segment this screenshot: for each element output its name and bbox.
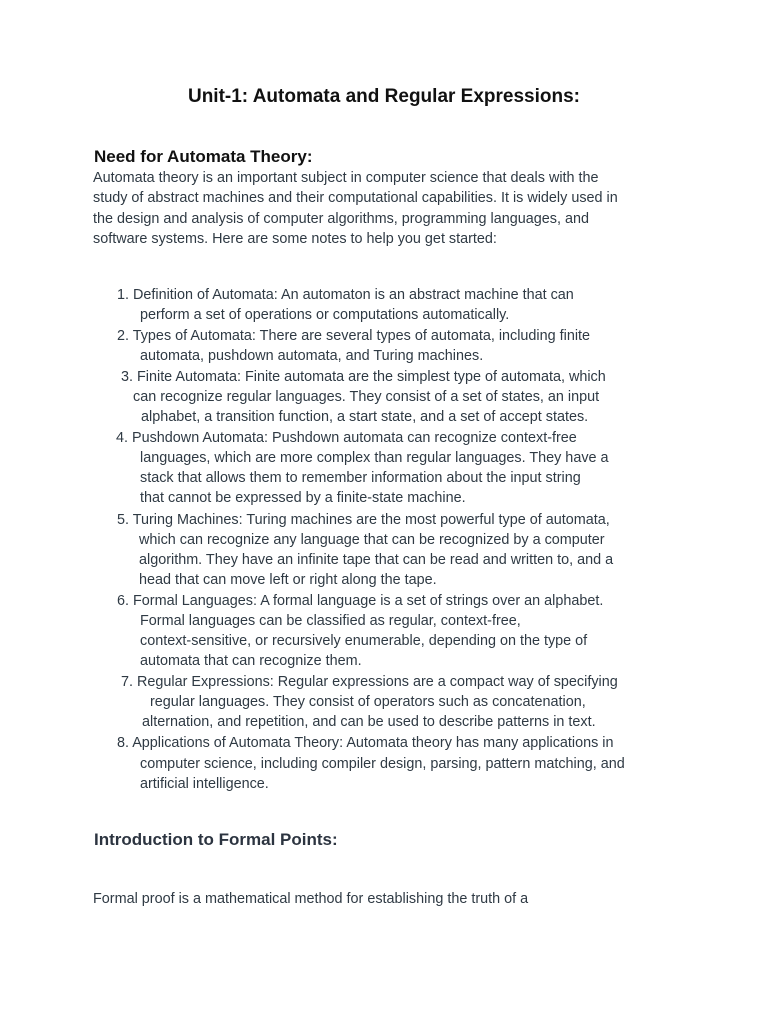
list-item-line: which can recognize any language that can be recognized by a computer xyxy=(139,532,605,548)
list-item-line: 1. Definition of Automata: An automaton is an abstract machine that can xyxy=(117,287,574,303)
list-item-line: 7. Regular Expressions: Regular expressions are a compact way of specifying xyxy=(121,674,618,690)
list-item-line: context-sensitive, or recursively enumerable, depending on the type of xyxy=(140,633,588,649)
list-item-line: alphabet, a transition function, a start state, and a set of accept states. xyxy=(141,409,589,425)
list-item-line: 5. Turing Machines: Turing machines are the most powerful type of automata, xyxy=(117,512,610,528)
paragraph-line: study of abstract machines and their computational capabilities. It is widely used in xyxy=(93,190,618,207)
list-item-line: that cannot be expressed by a finite-state machine. xyxy=(140,490,466,506)
list-item-line: stack that allows them to remember information about the input string xyxy=(140,470,581,486)
paragraph-line: Automata theory is an important subject in computer science that deals with the xyxy=(93,170,599,186)
paragraph-line: the design and analysis of computer algorithms, programming languages, and xyxy=(93,210,589,227)
list-item-line: Formal languages can be classified as regular, context-free, xyxy=(140,613,521,629)
list-item-line: perform a set of operations or computations automatically. xyxy=(140,307,510,323)
list-item-line: languages, which are more complex than regular languages. They have a xyxy=(140,450,609,466)
section-heading-need-for-automata: Need for Automata Theory: xyxy=(94,147,313,166)
list-item-line: computer science, including compiler design, parsing, pattern matching, and xyxy=(140,756,625,772)
paragraph-line: software systems. Here are some notes to help you get started: xyxy=(93,230,497,247)
page-title: Unit-1: Automata and Regular Expressions: xyxy=(187,86,581,107)
list-item-line: 8. Applications of Automata Theory: Automata theory has many applications in xyxy=(117,735,614,751)
list-item-line: alternation, and repetition, and can be used to describe patterns in text. xyxy=(142,714,596,730)
list-item-line: algorithm. They have an infinite tape that can be read and written to, and a xyxy=(139,552,614,568)
section-heading-formal-points: Introduction to Formal Points: xyxy=(94,830,338,849)
intro-paragraph xyxy=(93,168,673,249)
list-item-line: 3. Finite Automata: Finite automata are the simplest type of automata, which xyxy=(121,369,606,385)
paragraph-line: Formal proof is a mathematical method for establishing the truth of a xyxy=(93,891,529,907)
list-item-line: automata that can recognize them. xyxy=(140,653,362,669)
list-item-line: 2. Types of Automata: There are several types of automata, including finite xyxy=(117,328,591,344)
list-item-line: 6. Formal Languages: A formal language is a set of strings over an alphabet. xyxy=(117,593,604,609)
list-item-line: 4. Pushdown Automata: Pushdown automata can recognize context-free xyxy=(116,430,577,446)
list-item-line: regular languages. They consist of operators such as concatenation, xyxy=(150,694,586,710)
list-item-line: automata, pushdown automata, and Turing machines. xyxy=(140,348,484,364)
list-item-line: head that can move left or right along the tape. xyxy=(139,572,437,588)
list-item-line: can recognize regular languages. They consist of a set of states, an input xyxy=(133,389,600,405)
formal-proof-paragraph xyxy=(93,889,673,909)
list-item-line: artificial intelligence. xyxy=(140,776,269,792)
